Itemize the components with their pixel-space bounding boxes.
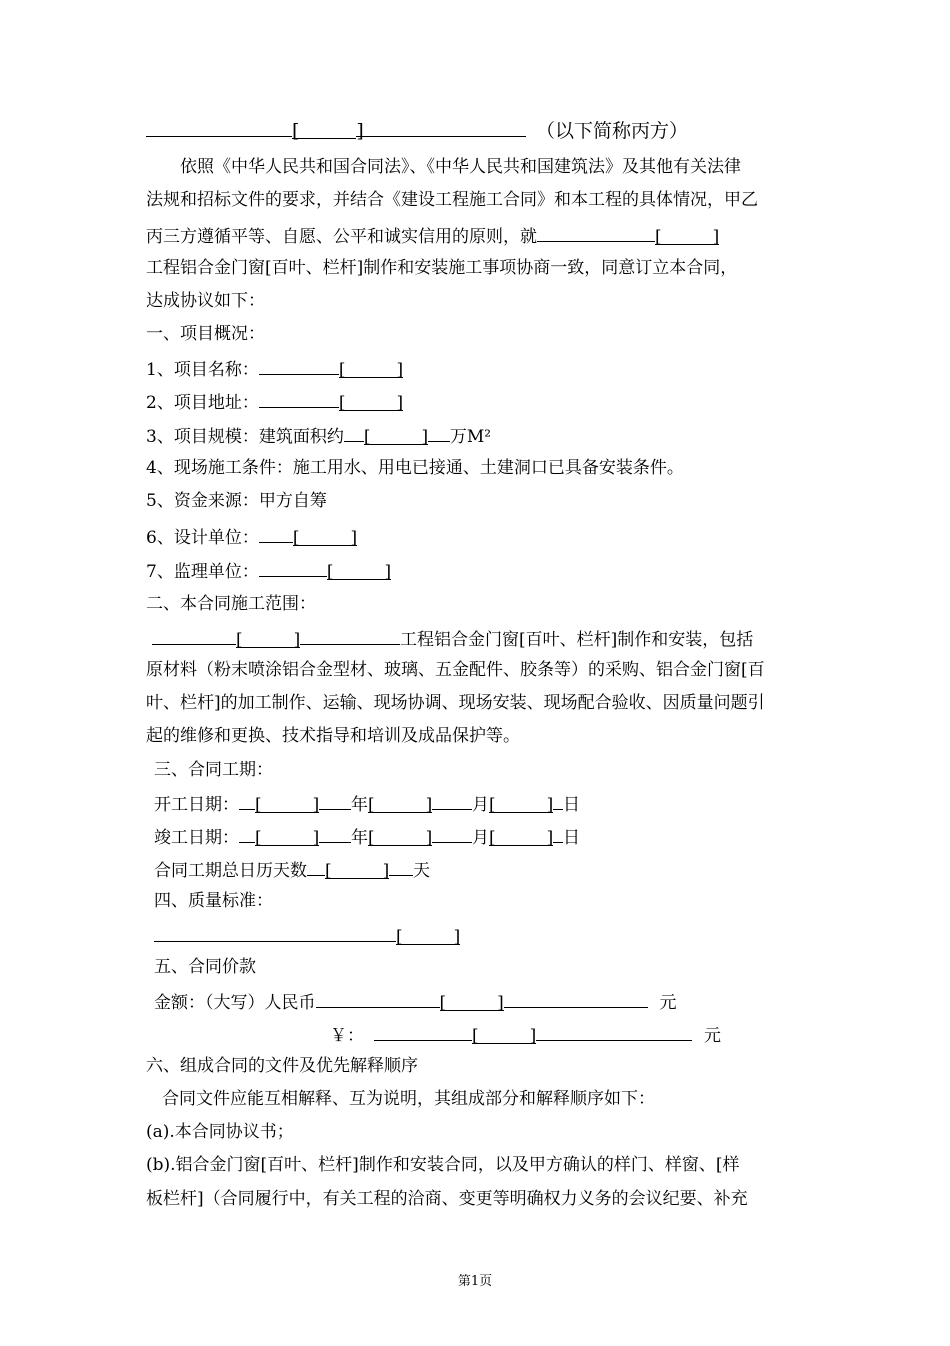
sec1-title: 一、项目概况：: [146, 324, 265, 344]
sec6-b2: 板栏杆]（合同履行中，有关工程的洽商、变更等明确权力义务的会议纪要、补充: [146, 1189, 748, 1209]
area-field[interactable]: [344, 422, 364, 442]
end-year-blank[interactable]: [239, 823, 255, 843]
quality-field[interactable]: [154, 922, 396, 942]
start-month-field[interactable]: [ ]: [368, 795, 433, 815]
total-days-blank-2[interactable]: [389, 856, 413, 876]
party-bracket: [ ]: [292, 120, 364, 142]
sec6-title: 六、组成合同的文件及优先解释顺序: [146, 1056, 418, 1076]
sec5-title: 五、合同价款: [154, 957, 256, 977]
item3: 3、项目规模：建筑面积约 [ ] 万M²: [146, 422, 491, 449]
area-field-2[interactable]: [428, 422, 450, 442]
scope-field[interactable]: [152, 625, 236, 645]
amount-words-field[interactable]: [316, 988, 440, 1008]
start-year-field[interactable]: [ ]: [255, 795, 320, 815]
total-days-blank[interactable]: [307, 856, 325, 876]
intro-line-3: 丙三方遵循平等、自愿、公平和诚实信用的原则，就 [ ]: [146, 222, 719, 249]
quality-line: [154, 922, 460, 949]
project-bracket: [ ]: [655, 227, 720, 247]
sec2-line-1: [ ] 工程铝合金门窗[百叶、栏杆]制作和安装，包括: [152, 625, 753, 652]
end-year-field[interactable]: [ ]: [255, 828, 320, 848]
start-day-blank[interactable]: [553, 790, 563, 810]
start-month-blank[interactable]: [432, 790, 472, 810]
end-month-field[interactable]: [ ]: [368, 828, 433, 848]
item7: 7、监理单位： [ ]: [146, 557, 391, 584]
sec6-intro: 合同文件应能互相解释、互为说明，其组成部分和解释顺序如下：: [162, 1089, 655, 1109]
designer-field[interactable]: [259, 523, 293, 543]
item5: 5、资金来源：甲方自筹: [146, 491, 327, 511]
sec2-line-3: 叶、栏杆]的加工制作、运输、现场协调、现场安装、现场配合验收、因质量问题引: [146, 693, 765, 713]
quality-bracket: [ ]: [396, 927, 461, 947]
party-name-blank[interactable]: [146, 117, 292, 137]
intro-line-2: 法规和招标文件的要求，并结合《建设工程施工合同》和本工程的具体情况，甲乙: [146, 190, 758, 210]
sec6-a: (a).本合同协议书；: [146, 1122, 294, 1142]
supervisor-field[interactable]: [259, 557, 327, 577]
end-date: 竣工日期： [ ] 年[ ] 月[ ] 日: [154, 823, 580, 850]
sec3-title: 三、合同工期：: [154, 760, 273, 780]
end-month-blank[interactable]: [432, 823, 472, 843]
total-days: 合同工期总日历天数 [ ] 天: [154, 856, 430, 883]
project-blank[interactable]: [537, 222, 655, 242]
start-day-field[interactable]: [ ]: [489, 795, 554, 815]
designer-bracket: [ ]: [292, 528, 358, 548]
start-year-blank-2[interactable]: [319, 790, 351, 810]
end-day-blank[interactable]: [553, 823, 563, 843]
project-address-field[interactable]: [259, 388, 339, 408]
party-name-blank-2[interactable]: [356, 117, 526, 137]
page-number: 第1页: [457, 1274, 493, 1289]
total-days-field[interactable]: [ ]: [325, 861, 390, 881]
amount-figures-field-2[interactable]: [536, 1021, 692, 1041]
amount-figures-field[interactable]: [374, 1021, 472, 1041]
start-date: 开工日期： [ ] 年[ ] 月[ ] 日: [154, 790, 580, 817]
intro-line-4: 工程铝合金门窗[百叶、栏杆]制作和安装施工事项协商一致，同意订立本合同，: [146, 258, 738, 278]
end-day-field[interactable]: [ ]: [489, 828, 554, 848]
amount-words-field-2[interactable]: [504, 988, 648, 1008]
project-name-bracket: [ ]: [338, 360, 404, 380]
sec4-title: 四、质量标准：: [154, 891, 273, 911]
project-name-field[interactable]: [259, 355, 339, 375]
supervisor-bracket: [ ]: [326, 562, 392, 582]
scope-bracket: [ ]: [236, 630, 301, 650]
party-line: [146, 117, 688, 143]
item1: 1、项目名称： [ ]: [146, 355, 403, 382]
project-address-bracket: [ ]: [338, 393, 404, 413]
sec6-b1: (b).铝合金门窗[百叶、栏杆]制作和安装合同，以及甲方确认的样门、样窗、[样: [146, 1155, 740, 1175]
area-bracket: [ ]: [363, 427, 429, 447]
end-year-blank-2[interactable]: [319, 823, 351, 843]
intro-line-1: 依照《中华人民共和国合同法》、《中华人民共和国建筑法》及其他有关法律: [180, 157, 741, 177]
amount-figures-bracket: [ ]: [472, 1026, 537, 1046]
item6: 6、设计单位： [ ]: [146, 523, 357, 550]
party-suffix: （以下简称丙方）: [536, 120, 689, 142]
sec2-line-2: 原材料（粉末喷涂铝合金型材、玻璃、五金配件、胶条等）的采购、铝合金门窗[百: [146, 660, 765, 680]
scope-field-2[interactable]: [300, 625, 400, 645]
start-year-blank[interactable]: [239, 790, 255, 810]
amount-words-bracket: [ ]: [439, 993, 504, 1013]
item2: 2、项目地址： [ ]: [146, 388, 403, 415]
sec2-line-4: 起的维修和更换、技术指导和培训及成品保护等。: [146, 726, 520, 746]
intro-line-5: 达成协议如下：: [146, 291, 265, 311]
item4: 4、现场施工条件：施工用水、用电已接通、土建洞口已具备安装条件。: [146, 458, 684, 478]
sec2-title: 二、本合同施工范围：: [146, 594, 316, 614]
amount-line: 金额：（大写）人民币 [ ] 元: [154, 988, 677, 1015]
yen-line: ￥： [ ] 元: [330, 1021, 721, 1048]
